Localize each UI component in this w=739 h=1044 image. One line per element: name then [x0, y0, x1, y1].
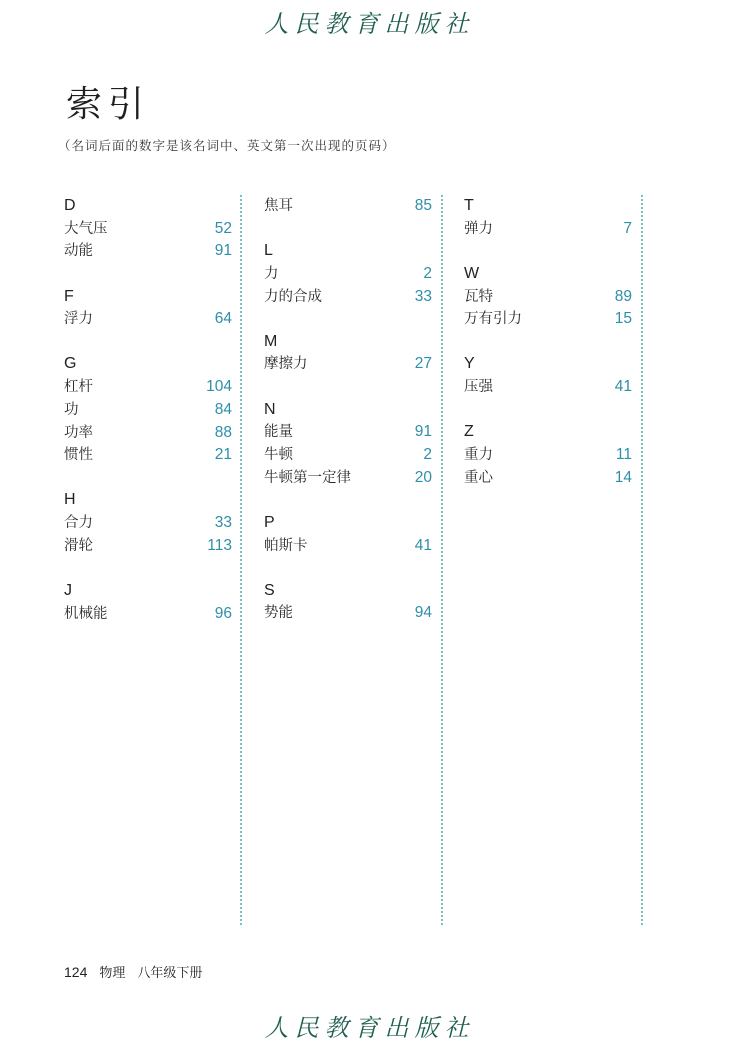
- index-term: 大气压: [64, 220, 108, 237]
- index-entry: [464, 376, 632, 399]
- index-page-number: 11: [615, 446, 632, 463]
- footer-subject: 物理: [99, 966, 126, 981]
- index-term: 焦耳: [264, 198, 293, 214]
- index-group: [264, 240, 432, 308]
- column-divider: [240, 195, 242, 925]
- index-term: 滑轮: [64, 537, 93, 554]
- index-letter-heading: M: [264, 332, 278, 350]
- index-term: 力的合成: [264, 288, 322, 305]
- publisher-logo-bottom: 人民教育出版社: [264, 1014, 475, 1042]
- index-letter-heading: J: [64, 581, 72, 599]
- index-term: 牛顿: [264, 447, 293, 463]
- footer-grade: 八年级下册: [137, 966, 203, 981]
- index-term: 动能: [64, 243, 93, 260]
- index-letter-heading: H: [64, 491, 76, 509]
- footer-page-number: 124: [64, 964, 88, 980]
- index-entry: [464, 308, 632, 331]
- index-entry: [264, 286, 432, 309]
- index-group: [264, 195, 432, 218]
- index-group: [464, 353, 632, 398]
- index-letter-heading: P: [264, 513, 275, 531]
- index-group: [64, 353, 232, 466]
- index-term: 弹力: [464, 220, 493, 237]
- index-entry: [264, 353, 432, 376]
- index-term: 帕斯卡: [264, 537, 308, 554]
- index-entry: [464, 218, 632, 241]
- index-entry: [64, 444, 232, 467]
- index-term: 瓦特: [464, 288, 493, 305]
- index-entry: [64, 512, 232, 535]
- index-group: [64, 195, 232, 263]
- index-page-number: 89: [614, 287, 632, 305]
- index-page-number: 14: [614, 468, 632, 486]
- index-page-number: 2: [423, 446, 432, 463]
- index-letter-heading: N: [264, 400, 276, 418]
- index-page-number: 7: [623, 219, 632, 237]
- index-group: [464, 421, 632, 489]
- index-letter-heading: G: [64, 355, 77, 373]
- index-letter-heading: S: [264, 581, 275, 599]
- index-term: 杠杆: [64, 379, 93, 396]
- index-letter-heading: Z: [464, 423, 474, 441]
- index-entry: [264, 602, 432, 625]
- index-page-number: 91: [414, 423, 432, 441]
- index-entry: [64, 218, 232, 241]
- index-page-number: 52: [214, 219, 232, 237]
- index-columns: [0, 195, 739, 925]
- index-entry: [464, 444, 632, 467]
- index-group: [264, 399, 432, 490]
- index-letter-heading: D: [64, 197, 76, 214]
- index-entry: [264, 535, 432, 558]
- index-page-number: 113: [207, 536, 232, 554]
- index-entry: [264, 467, 432, 490]
- index-entry: [64, 308, 232, 331]
- index-letter-heading: F: [64, 287, 74, 305]
- index-term: 重力: [464, 447, 493, 463]
- index-entry: [464, 467, 632, 490]
- index-page-number: 96: [214, 604, 232, 622]
- index-group: [264, 512, 432, 557]
- index-entry: [64, 376, 232, 399]
- index-page-number: 27: [414, 355, 432, 373]
- index-column-1: [64, 195, 232, 925]
- index-page-number: 33: [214, 514, 232, 532]
- index-letter-heading: Y: [464, 355, 475, 373]
- index-group: [264, 331, 432, 376]
- column-divider: [641, 195, 643, 925]
- index-letter-heading: T: [464, 197, 474, 214]
- index-term: 浮力: [64, 311, 93, 328]
- index-term: 压强: [464, 379, 493, 396]
- index-letter-heading: L: [264, 242, 273, 260]
- index-letter-heading: W: [464, 264, 480, 282]
- page-title: 索引: [66, 84, 151, 125]
- index-page-number: 21: [214, 446, 232, 464]
- index-note: （名词后面的数字是该名词中、英文第一次出现的页码）: [58, 138, 396, 153]
- index-page-number: 20: [414, 468, 432, 486]
- index-term: 功: [64, 401, 79, 418]
- index-page-number: 94: [414, 604, 432, 622]
- index-page-number: 2: [423, 264, 432, 282]
- index-entry: [264, 421, 432, 444]
- index-entry: [264, 195, 432, 218]
- index-entry: [64, 603, 232, 626]
- index-group: [464, 263, 632, 331]
- index-entry: [64, 535, 232, 558]
- index-page-number: 33: [414, 287, 432, 305]
- index-term: 惯性: [64, 447, 93, 464]
- index-page-number: 85: [414, 197, 432, 214]
- index-group: [64, 286, 232, 331]
- index-term: 功率: [64, 424, 93, 441]
- index-term: 牛顿第一定律: [264, 469, 351, 486]
- index-term: 机械能: [64, 605, 108, 622]
- column-divider: [441, 195, 443, 925]
- index-page-number: 88: [214, 423, 232, 441]
- index-page-number: 104: [206, 378, 232, 396]
- index-page-number: 41: [414, 536, 432, 554]
- index-term: 重心: [464, 469, 493, 486]
- index-term: 摩擦力: [264, 356, 308, 373]
- index-term: 万有引力: [464, 311, 522, 328]
- index-term: 能量: [264, 424, 293, 441]
- index-column-3: [464, 195, 632, 925]
- index-page-number: 15: [614, 310, 632, 328]
- index-term: 势能: [264, 605, 293, 622]
- publisher-logo-top: 人民教育出版社: [264, 10, 475, 38]
- index-group: [464, 195, 632, 240]
- index-column-2: [264, 195, 432, 925]
- index-entry: [264, 444, 432, 467]
- index-page-number: 84: [214, 400, 232, 418]
- index-term: 合力: [64, 515, 93, 532]
- index-entry: [64, 422, 232, 445]
- index-group: [64, 489, 232, 557]
- index-page-number: 41: [614, 378, 632, 396]
- page-footer: [64, 962, 202, 981]
- index-group: [64, 580, 232, 625]
- index-term: 力: [264, 265, 279, 282]
- index-page-number: 64: [214, 310, 232, 328]
- index-entry: [64, 399, 232, 422]
- index-entry: [64, 240, 232, 263]
- index-group: [264, 580, 432, 625]
- index-entry: [464, 286, 632, 309]
- index-page-number: 91: [214, 242, 232, 260]
- index-entry: [264, 263, 432, 286]
